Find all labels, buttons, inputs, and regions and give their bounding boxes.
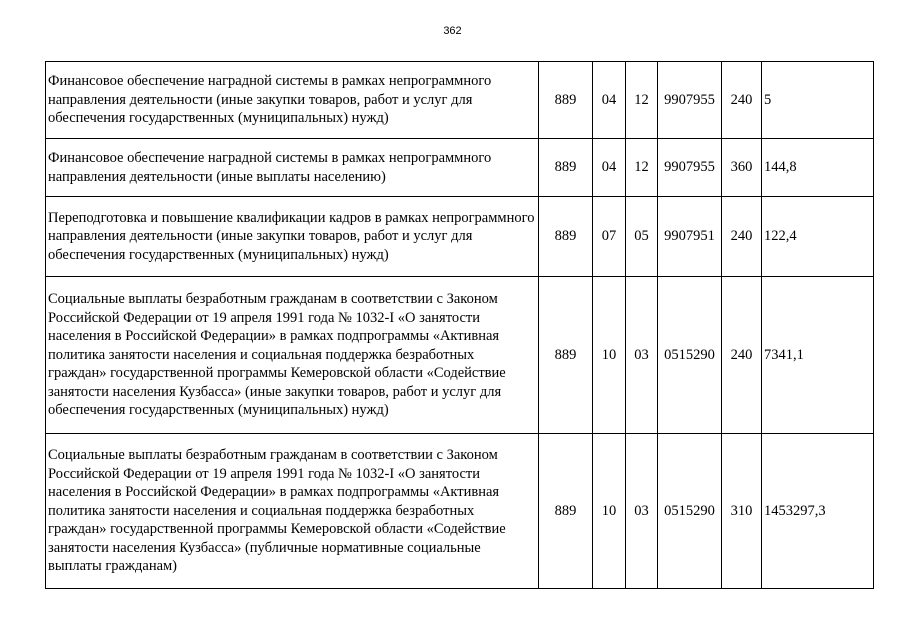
expense-type-code: 240 bbox=[722, 277, 762, 434]
budget-table bbox=[45, 61, 874, 589]
amount: 1453297,3 bbox=[762, 434, 874, 589]
section-code: 07 bbox=[593, 197, 626, 277]
amount: 144,8 bbox=[762, 139, 874, 197]
amount: 7341,1 bbox=[762, 277, 874, 434]
table-row bbox=[46, 434, 874, 589]
section-code: 10 bbox=[593, 277, 626, 434]
section-code: 04 bbox=[593, 139, 626, 197]
subsection-code: 03 bbox=[626, 277, 658, 434]
target-code: 9907951 bbox=[658, 197, 722, 277]
ministry-code: 889 bbox=[539, 434, 593, 589]
expense-type-code: 240 bbox=[722, 62, 762, 139]
target-code: 0515290 bbox=[658, 434, 722, 589]
expense-type-code: 240 bbox=[722, 197, 762, 277]
subsection-code: 05 bbox=[626, 197, 658, 277]
row-name: Социальные выплаты безработным гражданам в соответствии с Законом Российской Федерации от 19 апреля 1991 года № 1032-I «О занятости населения в Российской Федерации» в рамках подпрограммы «Активная политика занятости населения и социальная поддержка безработных граждан» государственной программы Кемеровской области «Содействие занятости населения Кузбасса» (публичные нормативные социальные выплаты гражданам) bbox=[46, 434, 539, 589]
ministry-code: 889 bbox=[539, 277, 593, 434]
table-row bbox=[46, 277, 874, 434]
expense-type-code: 310 bbox=[722, 434, 762, 589]
row-name: Финансовое обеспечение наградной системы в рамках непрограммного направления деятельности (иные закупки товаров, работ и услуг для обеспечения государственных (муниципальных) нужд) bbox=[46, 62, 539, 139]
row-name: Финансовое обеспечение наградной системы в рамках непрограммного направления деятельности (иные выплаты населению) bbox=[46, 139, 539, 197]
target-code: 9907955 bbox=[658, 62, 722, 139]
row-name: Социальные выплаты безработным гражданам в соответствии с Законом Российской Федерации от 19 апреля 1991 года № 1032-I «О занятости населения в Российской Федерации» в рамках подпрограммы «Активная политика занятости населения и социальная поддержка безработных граждан» государственной программы Кемеровской области «Содействие занятости населения Кузбасса» (иные закупки товаров, работ и услуг для обеспечения государственных (муниципальных) нужд) bbox=[46, 277, 539, 434]
section-code: 04 bbox=[593, 62, 626, 139]
subsection-code: 12 bbox=[626, 139, 658, 197]
table-row bbox=[46, 62, 874, 139]
expense-type-code: 360 bbox=[722, 139, 762, 197]
amount: 122,4 bbox=[762, 197, 874, 277]
subsection-code: 03 bbox=[626, 434, 658, 589]
table-row bbox=[46, 197, 874, 277]
section-code: 10 bbox=[593, 434, 626, 589]
amount: 5 bbox=[762, 62, 874, 139]
target-code: 0515290 bbox=[658, 277, 722, 434]
table-row bbox=[46, 139, 874, 197]
subsection-code: 12 bbox=[626, 62, 658, 139]
ministry-code: 889 bbox=[539, 139, 593, 197]
row-name: Переподготовка и повышение квалификации кадров в рамках непрограммного направления деятельности (иные закупки товаров, работ и услуг для обеспечения государственных (муниципальных) нужд) bbox=[46, 197, 539, 277]
page-number: 362 bbox=[443, 25, 462, 37]
target-code: 9907955 bbox=[658, 139, 722, 197]
ministry-code: 889 bbox=[539, 197, 593, 277]
ministry-code: 889 bbox=[539, 62, 593, 139]
